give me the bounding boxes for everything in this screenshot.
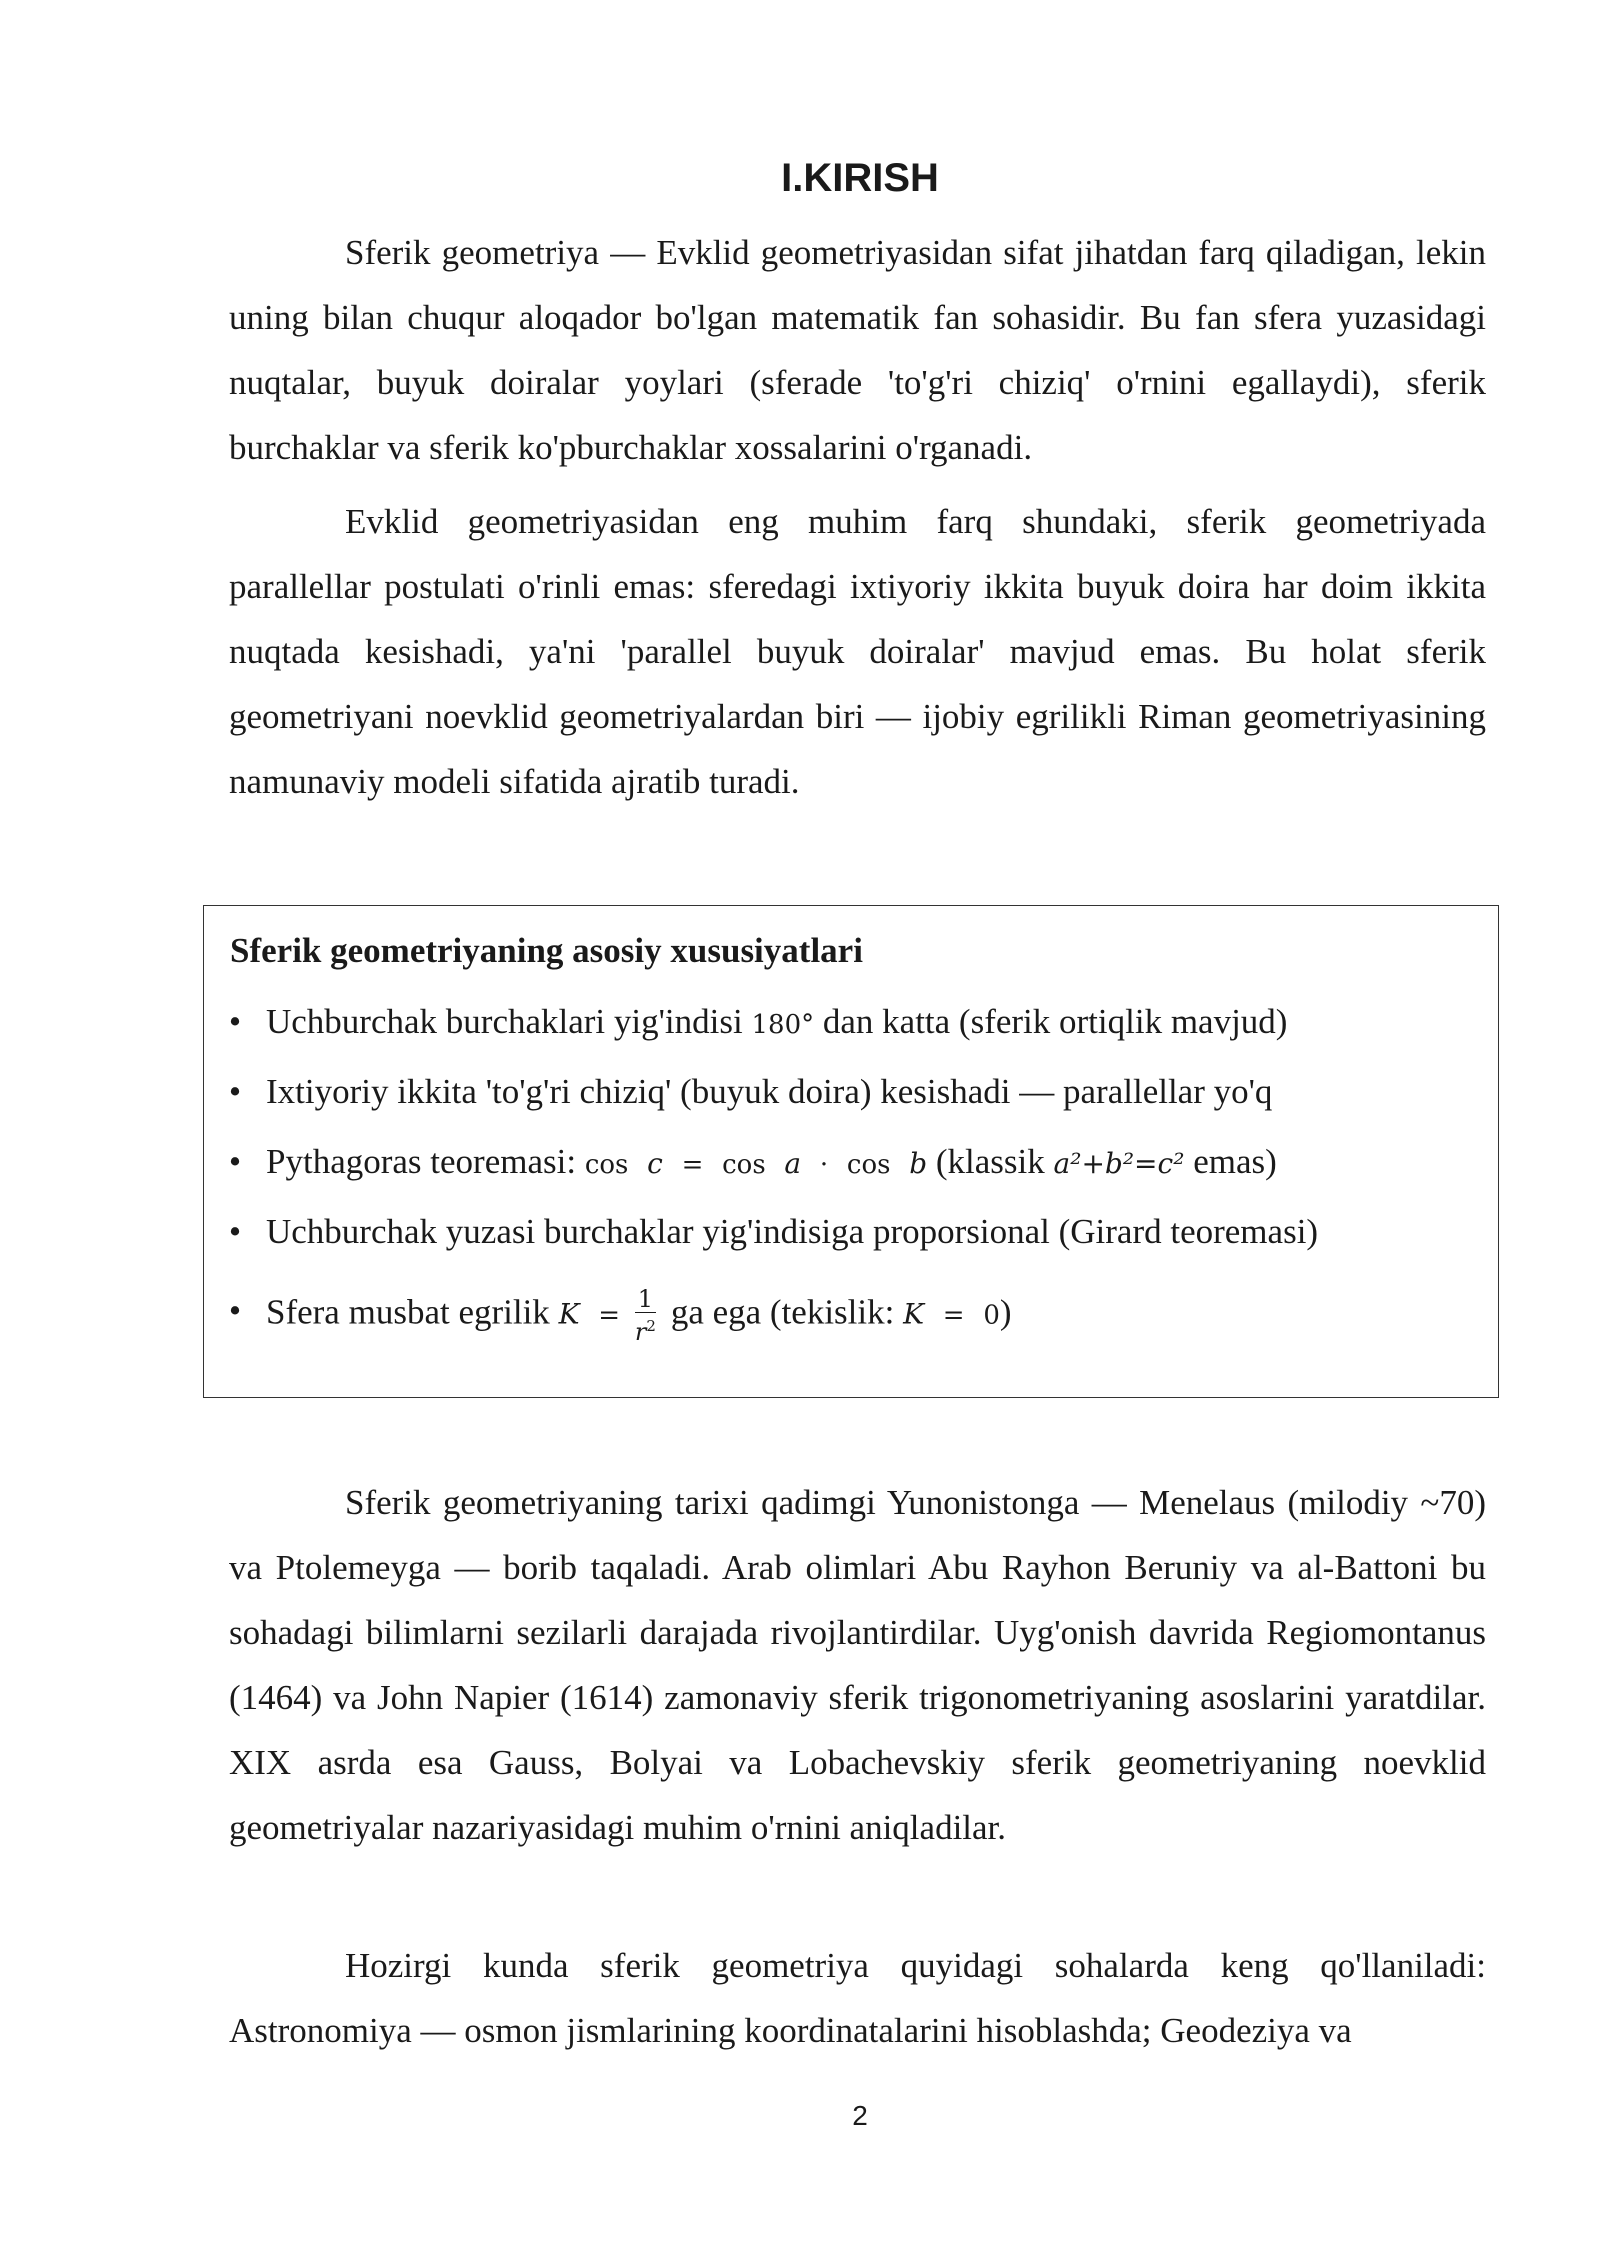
formula-classic-pythagoras: a²+b²=c²	[1053, 1147, 1185, 1180]
item-4-text: Uchburchak yuzasi burchaklar yig'indisiga proporsional (Girard teoremasi)	[266, 1212, 1319, 1251]
formula-dot: ·	[819, 1150, 829, 1180]
paragraph-4-text: Hozirgi kunda sferik geometriya quyidagi sohalarda keng qo'llaniladi: Astronomiya — osmon jismlarining koordinatalarini hisoblashda; Geodeziya va	[229, 1946, 1486, 2050]
paragraph-1-text: Sferik geometriya — Evklid geometriyasidan sifat jihatdan farq qiladigan, lekin uning bilan chuqur aloqador bo'lgan matematik fan sohasidir. Bu fan sfera yuzasidagi nuqtalar, buyuk doiralar yoylari (sferade 'to'g'ri chiziq' o'rnini egallaydi), sferik burchaklar va sferik ko'pburchaklar xossalarini o'rganadi.	[229, 233, 1486, 467]
item-2-text: Ixtiyoriy ikkita 'to'g'ri chiziq' (buyuk doira) kesishadi — parallellar yo'q	[266, 1072, 1273, 1111]
formula-var-a: a	[784, 1147, 802, 1180]
fraction-denominator-base: r	[634, 1318, 647, 1346]
bullet: •	[228, 1072, 242, 1111]
paragraph-3-text: Sferik geometriyaning tarixi qadimgi Yunonistonga — Menelaus (milodiy ~70) va Ptolemeyga — borib taqaladi. Arab olimlari Abu Rayhon Beruniy va al-Battoni bu sohadagi bilimlarni sezilarli darajada rivojlantirdilar. Uyg'onish davrida Regiomontanus (1464) va John Napier (1614) zamonaviy sferik trigonometriyaning asoslarini yaratdilar. XIX asrda esa Gauss, Bolyai va Lobachevskiy sferik geometriyaning noevklid geometriyalar nazariyasidagi muhim o'rnini aniqladilar.	[229, 1483, 1486, 1847]
formula-var-c: c	[647, 1147, 663, 1180]
paragraph-2-text: Evklid geometriyasidan eng muhim farq shundaki, sferik geometriyada parallellar postulati o'rinli emas: sferedagi ixtiyoriy ikkita buyuk doira har doim ikkita nuqtada kesishadi, ya'ni 'parallel buyuk doiralar' mavjud emas. Bu holat sferik geometriyani noevklid geometriyalardan biri — ijobiy egrilikli Riman geometriyasining namunaviy modeli sifatida ajratib turadi.	[229, 502, 1486, 801]
formula-cos: cos	[722, 1150, 766, 1180]
fraction-denominator	[635, 1313, 656, 1345]
item-5-before: Sfera musbat egrilik	[266, 1292, 550, 1332]
list-item	[228, 1137, 1277, 1190]
properties-box	[203, 905, 1499, 1398]
page-number: 2	[852, 2100, 868, 2131]
bullet: •	[228, 1212, 242, 1251]
page-title: I.KIRISH	[781, 156, 939, 200]
item-1-before: Uchburchak burchaklari yig'indisi	[266, 1002, 743, 1041]
formula-zero: 0	[983, 1300, 1000, 1331]
paragraph-3	[229, 1470, 1486, 1860]
paragraph-2	[229, 489, 1486, 814]
formula-var-k: K	[903, 1297, 925, 1331]
paragraph-4	[229, 1933, 1486, 2063]
item-3-classic-open: (klassik	[935, 1142, 1045, 1181]
formula-equals: =	[598, 1300, 621, 1331]
item-3-before: Pythagoras teoremasi:	[266, 1142, 577, 1181]
paragraph-1	[229, 220, 1486, 480]
box-title: Sferik geometriyaning asosiy xususiyatlari	[230, 931, 863, 970]
formula-equals: =	[942, 1300, 965, 1331]
list-item	[228, 1067, 1273, 1117]
formula-var-k: K	[558, 1297, 580, 1331]
item-3-classic-close: emas)	[1193, 1142, 1277, 1181]
formula-equals: =	[681, 1150, 704, 1180]
item-5-mid: ga ega (tekislik:	[670, 1292, 895, 1332]
formula-180-degrees: 180°	[751, 1010, 815, 1040]
fraction-denominator-exponent: 2	[646, 1317, 656, 1335]
formula-cos: cos	[846, 1150, 891, 1180]
formula-cos: cos	[584, 1150, 629, 1180]
list-item	[228, 1285, 1012, 1346]
list-item	[228, 997, 1288, 1050]
list-item	[228, 1207, 1319, 1257]
bullet: •	[228, 1142, 242, 1181]
formula-fraction	[635, 1286, 656, 1345]
bullet: •	[228, 1002, 242, 1041]
item-1-after: dan katta (sferik ortiqlik mavjud)	[822, 1002, 1288, 1041]
formula-var-b: b	[909, 1147, 928, 1180]
bullet: •	[228, 1291, 242, 1330]
item-5-close: )	[999, 1292, 1012, 1332]
fraction-numerator: 1	[635, 1286, 656, 1313]
